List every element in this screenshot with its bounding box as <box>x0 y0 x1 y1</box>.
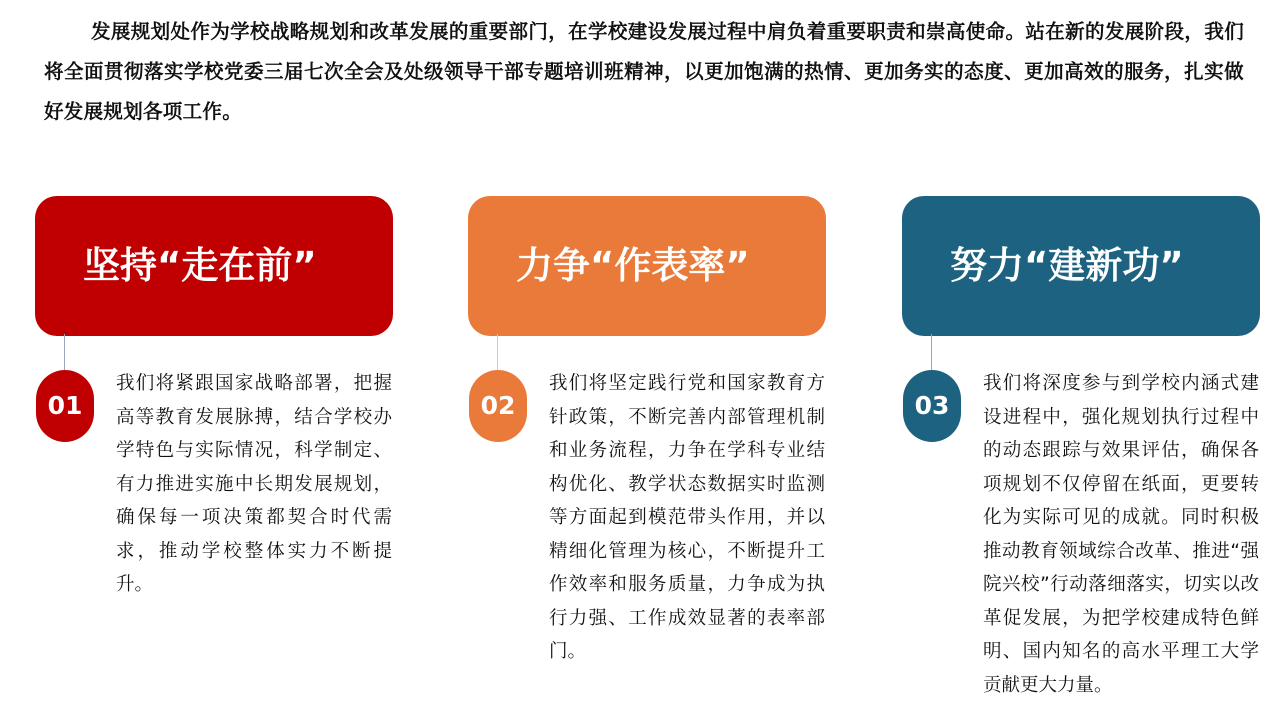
number-badge: 01 <box>36 370 94 442</box>
column-title-header: 力争“作表率” <box>468 196 826 336</box>
intro-paragraph: 发展规划处作为学校战略规划和改革发展的重要部门，在学校建设发展过程中肩负着重要职责和崇高使命。站在新的发展阶段，我们将全面贯彻落实学校党委三届七次全会及处级领导干部专题培训班精神，以更加饱满的热情、更加务实的态度、更加高效的服务，扎实做好发展规划各项工作。 <box>44 20 1244 123</box>
column-description: 我们将坚定践行党和国家教育方针政策，不断完善内部管理机制和业务流程，力争在学科专业结构优化、教学状态数据实时监测等方面起到模范带头作用，并以精细化管理为核心，不断提升工作效率和服务质量，力争成为执行力强、工作成效显著的表率部门。 <box>549 373 825 662</box>
column-new-achievements <box>902 196 1260 696</box>
column-description: 我们将紧跟国家战略部署，把握高等教育发展脉搏，结合学校办学特色与实际情况，科学制定、有力推进实施中长期发展规划，确保每一项决策都契合时代需求，推动学校整体实力不断提升。 <box>116 373 392 595</box>
column-stay-ahead <box>35 196 393 595</box>
column-title-header: 坚持“走在前” <box>35 196 393 336</box>
column-title-header: 努力“建新功” <box>902 196 1260 336</box>
number-badge: 02 <box>469 370 527 442</box>
column-set-example <box>468 196 826 662</box>
number-badge: 03 <box>903 370 961 442</box>
column-description: 我们将深度参与到学校内涵式建设进程中，强化规划执行过程中的动态跟踪与效果评估，确保各项规划不仅停留在纸面，更要转化为实际可见的成就。同时积极推动教育领域综合改革、推进“强院兴校”行动落细落实，切实以改革促发展，为把学校建成特色鲜明、国内知名的高水平理工大学贡献更大力量。 <box>983 373 1259 696</box>
